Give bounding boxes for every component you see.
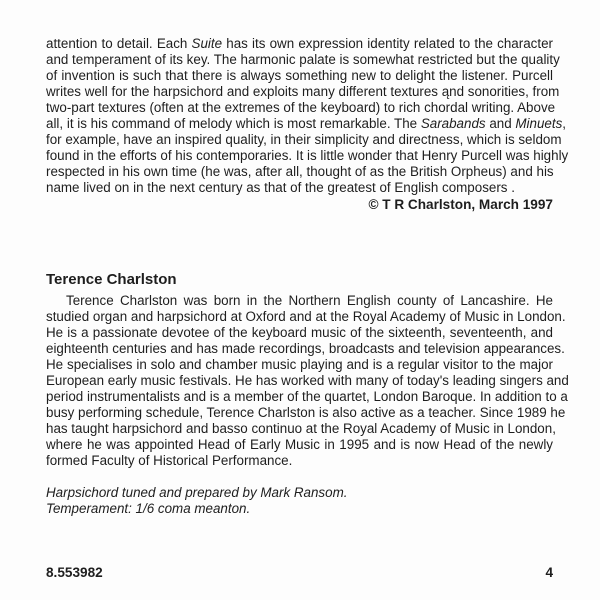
emphasis-suite: Suite xyxy=(191,36,223,51)
page-number: 4 xyxy=(545,565,553,580)
bio-line: He specialises in solo and chamber music playing and is a regular visitor to the major xyxy=(46,357,553,372)
temperament-note: Temperament: 1/6 coma meanton. xyxy=(46,501,251,516)
essay-line: respected in his own time (he was, after all, thought of as the British Orpheus) and his xyxy=(46,164,554,179)
catalog-number: 8.553982 xyxy=(46,565,103,580)
text-run: all, it is his command of melody which is most remarkable. The xyxy=(46,116,421,131)
bio-line: European early music festivals. He has worked with many of today's leading singers and xyxy=(46,373,569,388)
text-run: attention to detail. Each xyxy=(46,36,192,51)
essay-line: found in the efforts of his contemporaries. It is little wonder that Henry Purcell was highly xyxy=(46,148,569,163)
copyright-signature: © T R Charlston, March 1997 xyxy=(368,197,553,212)
bio-line: busy performing schedule, Terence Charlston is also active as a teacher. Since 1989 he xyxy=(46,405,566,420)
bio-line: period instrumentalists and is a member of the quartet, London Baroque. In addition to a xyxy=(46,389,568,404)
essay-line: name lived on in the next century as that of the greatest of English composers . xyxy=(46,180,515,195)
bio-line: studied organ and harpsichord at Oxford and at the Royal Academy of Music in London. xyxy=(46,309,566,324)
text-run: has its own expression identity related to the character xyxy=(222,36,553,51)
bio-line: formed Faculty of Historical Performance. xyxy=(46,453,293,468)
bio-line: has taught harpsichord and basso continuo at the Royal Academy of Music in London, xyxy=(46,421,556,436)
bio-line: Terence Charlston was born in the Northern English county of Lancashire. He xyxy=(66,293,553,308)
essay-line: writes well for the harpsichord and exploits many different textures ąnd sonorities, from xyxy=(46,84,560,99)
bio-line: eighteenth centuries and has made recordings, broadcasts and television appearances. xyxy=(46,341,565,356)
essay-line xyxy=(46,36,553,52)
bio-line: where he was appointed Head of Early Music in 1995 and is now Head of the newly xyxy=(46,437,553,452)
text-run: and xyxy=(485,116,516,131)
text-run: , xyxy=(562,116,567,131)
tuning-note: Harpsichord tuned and prepared by Mark Ransom. xyxy=(46,485,348,500)
essay-line: and temperament of its key. The harmonic palate is somewhat restricted but the quality xyxy=(46,52,560,67)
essay-line: of invention is such that there is always something new to delight the listener. Purcell xyxy=(46,68,553,83)
biography-heading: Terence Charlston xyxy=(46,271,177,288)
bio-line: He is a passionate devotee of the keyboard music of the sixteenth, seventeenth, and xyxy=(46,325,553,340)
essay-line: two-part textures (often at the extremes of the keyboard) to rich chordal writing. Above xyxy=(46,100,556,115)
essay-line xyxy=(46,116,567,132)
emphasis-sarabands: Sarabands xyxy=(420,116,486,131)
emphasis-minuets: Minuets xyxy=(515,116,563,131)
essay-line: for example, have an inspired quality, in their simplicity and directness, which is seldom xyxy=(46,132,562,147)
